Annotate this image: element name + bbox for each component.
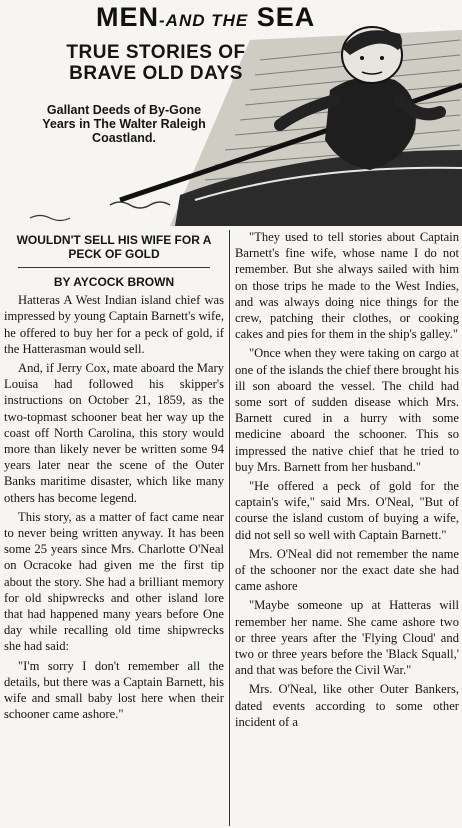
paragraph: Mrs. O'Neal did not remember the name of the schooner nor the exact date she had came ashore <box>235 546 459 594</box>
paragraph: "I'm sorry I don't remember all the details, but there was a Captain Barnett, his wife and small baby lost here when their schooner came ashore." <box>4 658 224 722</box>
headline <box>36 42 276 84</box>
headline-line-1: TRUE STORIES OF <box>66 42 246 63</box>
paragraph: Mrs. O'Neal, like other Outer Bankers, dated events according to some other incident of a <box>235 682 459 729</box>
masthead-men: MEN <box>96 2 159 32</box>
masthead-and-the: -AND THE <box>159 11 249 30</box>
column-divider <box>229 230 230 826</box>
deck-subhead: Gallant Deeds of By-Gone Years in The Walter Raleigh Coastland. <box>42 103 206 145</box>
banner <box>0 0 462 226</box>
masthead-sea: SEA <box>256 2 316 32</box>
left-column <box>4 229 224 826</box>
byline: BY AYCOCK BROWN <box>18 267 210 290</box>
paragraph: "They used to tell stories about Captain Barnett's fine wife, whose name I do not remember. But she always sailed with him on those trips he made to the West Indies, and was always doing nice things for the crew, patching their clothes, or cooking cakes and pies for them in the ship's galley." <box>235 230 459 342</box>
paragraph: This story, as a matter of fact came near to never being written anyway. It has been some 25 years since Mrs. Charlotte O'Neal on Ocracoke had given me the first tip about the story. She had a brilliant memory for old shipwrecks and other island lore that had happened many years before One day while recalling old time shipwrecks she had said: <box>4 509 224 654</box>
paragraph: "Once when they were taking on cargo at one of the islands the chief there brought his ill son aboard the vessel. The child had some sort of sudden disease which Mrs. Barnett cured in a hurry with some medicine aboard the schooner. This so impressed the native chief that he tried to buy Mrs. Barnett from her husband." <box>235 346 459 474</box>
paragraph: And, if Jerry Cox, mate aboard the Mary Louisa had followed his skipper's instructions on October 21, 1859, as the two-topmast schooner beat her way up the coast off North Carolina, this story would more than likely never be written some 94 years later near the scene of the Outer Banks maritime disaster, which like many others has become legend. <box>4 361 224 505</box>
paragraph: "Maybe someone up at Hatteras will remember her name. She came ashore two or three years after the 'Flying Cloud' and two or three years before the 'Black Squall,' and that was before the Civil War." <box>235 598 459 678</box>
right-column <box>235 229 459 826</box>
paragraph: Hatteras A West Indian island chief was impressed by young Captain Barnett's wife, he offered to buy her for a peck of gold, if the Hatterasman would sell. <box>4 293 224 356</box>
masthead <box>96 2 462 33</box>
article-title: WOULDN'T SELL HIS WIFE FOR A PECK OF GOLD <box>16 233 212 261</box>
paragraph: "He offered a peck of gold for the captain's wife," said Mrs. O'Neal, "But of course the island custom of buying a wife, did not sell so well with Captain Barnett." <box>235 479 459 542</box>
headline-line-2: BRAVE OLD DAYS <box>69 63 243 84</box>
